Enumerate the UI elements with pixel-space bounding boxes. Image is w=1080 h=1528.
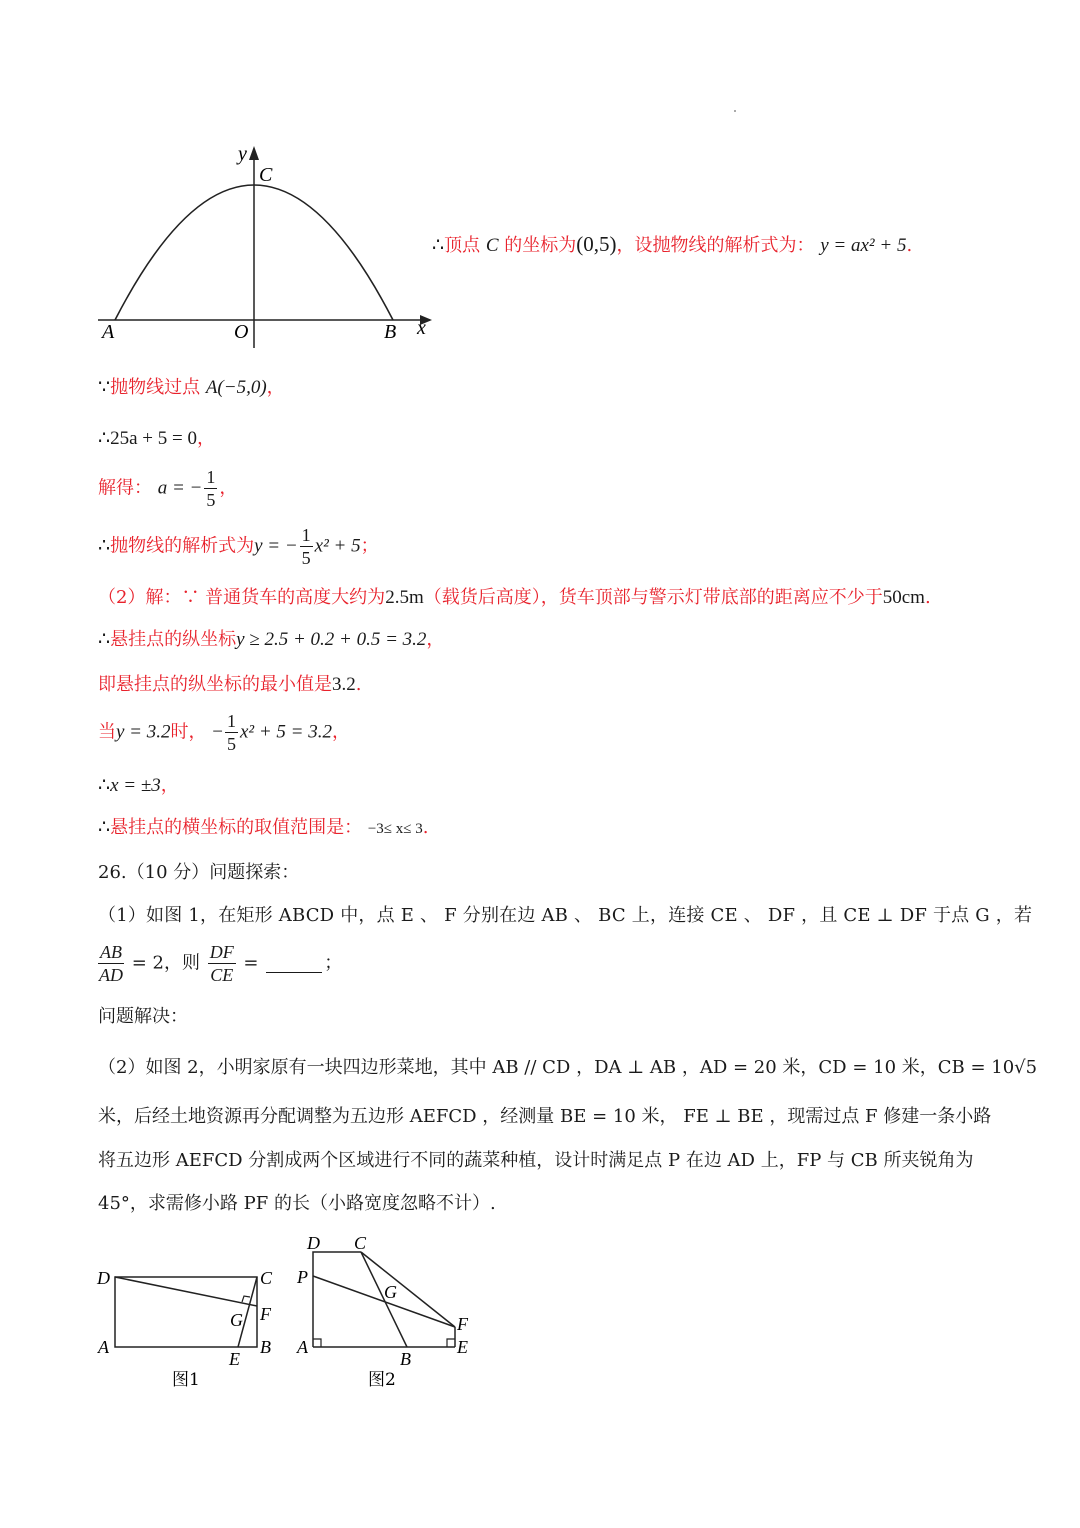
svg-text:P: P	[297, 1267, 308, 1287]
question-26-part2-line4: 45°，求需修小路 PF 的长（小路宽度忽略不计）.	[98, 1193, 496, 1214]
svg-text:F: F	[457, 1314, 468, 1334]
svg-text:G: G	[384, 1282, 397, 1302]
solution-line-x-range: ∴悬挂点的横坐标的取值范围是： −3≤ x≤ 3.	[98, 817, 429, 838]
point-b-label: B	[384, 321, 397, 343]
x-axis-label: x	[417, 317, 426, 339]
solution-line-when-y: 当y = 3.2时， − $\frac{1}{5}$ x² + 5 = 3.2，	[98, 711, 350, 754]
solution-line-x-value: ∴x = ±3，	[98, 775, 179, 796]
question-26-header: 26.（10 分）问题探索：	[98, 862, 300, 883]
solution-line-min-y: ∴悬挂点的纵坐标y ≥ 2.5 + 0.2 + 0.5 = 3.2，	[98, 629, 445, 650]
svg-text:A: A	[297, 1337, 308, 1357]
svg-text:A: A	[98, 1337, 109, 1357]
figure-2-pentagon	[290, 1230, 480, 1395]
svg-text:E: E	[457, 1337, 468, 1357]
svg-text:B: B	[260, 1337, 271, 1357]
question-26-subheader: 问题解决：	[98, 1006, 188, 1027]
solution-line-min-value: 即悬挂点的纵坐标的最小值是3.2.	[98, 674, 362, 695]
svg-text:E: E	[229, 1349, 240, 1369]
y-axis-label: y	[238, 143, 247, 165]
answer-blank	[266, 972, 322, 973]
svg-text:D: D	[97, 1268, 110, 1288]
solution-line-point-a: ∵抛物线过点 A(−5,0)，	[98, 377, 285, 398]
parabola-figure	[95, 140, 440, 355]
svg-text:G: G	[230, 1310, 243, 1330]
svg-text:B: B	[400, 1349, 411, 1369]
point-a-label: A	[102, 321, 115, 343]
origin-label: O	[234, 321, 249, 343]
question-26-part2-line3: 将五边形 AEFCD 分割成两个区域进行不同的蔬菜种植，设计时满足点 P 在边 AD 上，FP 与 CB 所夹锐角为	[98, 1150, 974, 1171]
figure-1-rectangle	[95, 1230, 285, 1395]
question-26-part2-line1: （2）如图 2，小明家原有一块四边形菜地，其中 AB // CD ，DA ⊥ AB ，AD = 20 米，CD = 10 米，CB = 10√5	[98, 1057, 1038, 1078]
point-c-label: C	[259, 164, 273, 186]
solution-line-part2-intro: （2）解：∵ 普通货车的高度大约为2.5m（载货后高度），货车顶部与警示灯带底部的距离应不少于50cm.	[98, 587, 931, 608]
figure-1-caption: 图1	[172, 1370, 200, 1390]
figure-2-caption: 图2	[368, 1370, 396, 1390]
question-26-part1-fractions: $\frac{AB}{AD}$ = 2，则 $\frac{DF}{CE}$ = ；	[99, 942, 343, 985]
svg-text:C: C	[260, 1268, 273, 1288]
solution-line-equation: ∴25a + 5 = 0，	[98, 428, 215, 449]
stray-dot	[734, 110, 736, 112]
question-26-part2-line2: 米，后经土地资源再分配调整为五边形 AEFCD ，经测量 BE = 10 米， FE ⊥ BE ，现需过点 F 修建一条小路	[98, 1106, 992, 1127]
svg-text:C: C	[354, 1233, 367, 1253]
svg-text:F: F	[260, 1304, 271, 1324]
solution-line-solve-a: 解得： a = − $\frac{1}{5}$ ，	[98, 467, 238, 510]
svg-text:D: D	[307, 1233, 320, 1253]
solution-line-vertex: ∴顶点 C 的坐标为(0,5)，设抛物线的解析式为： y = ax² + 5.	[432, 232, 913, 256]
solution-line-parabola-expr: ∴抛物线的解析式为y = − $\frac{1}{5}$ x² + 5；	[98, 525, 379, 568]
question-26-part1: （1）如图 1，在矩形 ABCD 中，点 E 、 F 分别在边 AB 、 BC 上，连接 CE 、 DF ，且 CE ⊥ DF 于点 G ，若	[98, 905, 1033, 926]
